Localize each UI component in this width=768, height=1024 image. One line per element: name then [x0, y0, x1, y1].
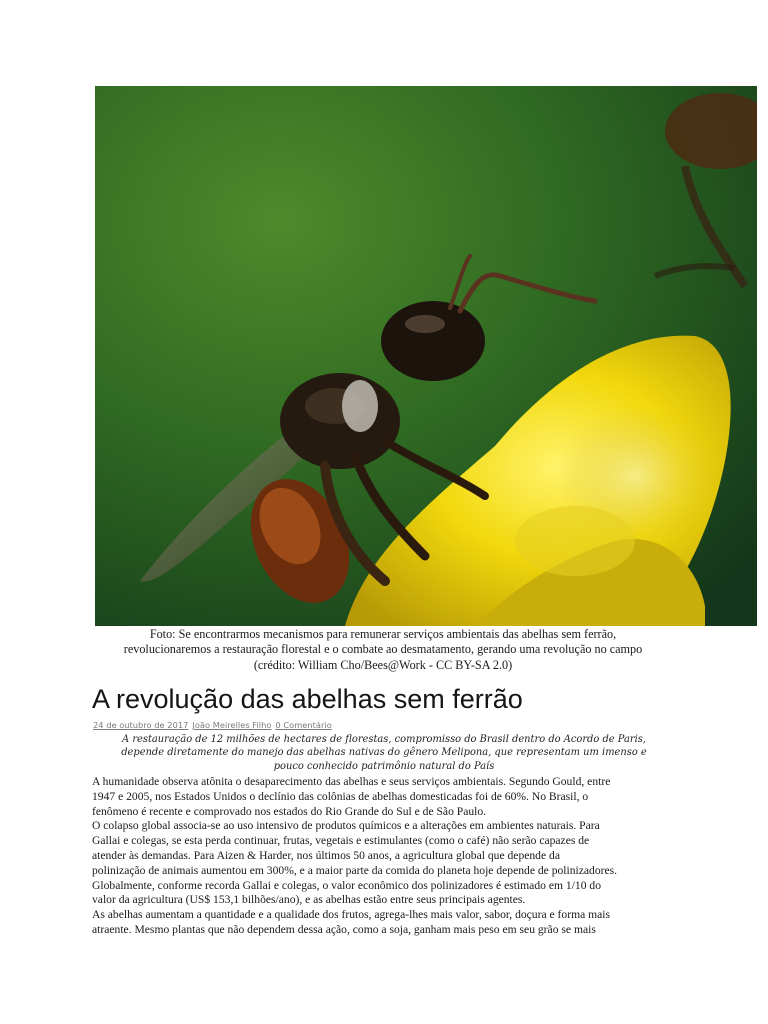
- caption-line: revolucionaremos a restauração florestal e o combate ao desmatamento, gerando uma revolução no campo: [123, 642, 643, 657]
- author-link[interactable]: João Meirelles Filho: [192, 720, 272, 730]
- lead-line: A restauração de 12 milhões de hectares de florestas, compromisso do Brasil dentro do Acordo de Paris,: [122, 734, 646, 745]
- article-body: [92, 775, 682, 938]
- article-date-link[interactable]: 24 de outubro de 2017: [93, 720, 189, 730]
- body-line: Gallai e colegas, se esta perda continuar, frutas, vegetais e estimulantes (como o café) não serão capazes de: [92, 834, 590, 848]
- body-line: valor da agricultura (US$ 153,1 bilhões/ano), e as abelhas estão entre seus principais agentes.: [92, 893, 526, 907]
- comments-link[interactable]: 0 Comentário: [275, 720, 332, 730]
- article-meta: [93, 720, 336, 731]
- body-line: atender às demandas. Para Aizen & Harder, nos últimos 50 anos, a agricultura global que depende da: [92, 848, 560, 862]
- article-title: A revolução das abelhas sem ferrão: [92, 684, 523, 714]
- article-lead: [98, 733, 670, 773]
- body-line: polinização de animais aumentou em 300%, e a maior parte da comida do planeta hoje depende de polinizadores.: [92, 863, 618, 877]
- article-photo: [95, 86, 757, 626]
- lead-line: depende diretamente do manejo das abelhas nativas do gênero Melipona, que representam um imenso e: [121, 747, 647, 759]
- caption-line: (crédito: William Cho/Bees@Work - CC BY-SA 2.0): [253, 657, 513, 672]
- body-line: As abelhas aumentam a quantidade e a qualidade dos frutos, agrega-lhes mais valor, sabor, doçura e forma mais: [92, 908, 611, 922]
- bee-on-flower-image: [95, 86, 757, 626]
- caption-line: Foto: Se encontrarmos mecanismos para remunerar serviços ambientais das abelhas sem ferrão,: [149, 627, 617, 641]
- body-line: O colapso global associa-se ao uso intensivo de produtos químicos e a alterações em ambientes naturais. Para: [92, 819, 600, 833]
- lead-line: pouco conhecido patrimônio natural do País: [273, 760, 495, 772]
- body-line: Globalmente, conforme recorda Gallai e colegas, o valor econômico dos polinizadores é estimado em 1/10 do: [92, 878, 601, 892]
- body-line: 1947 e 2005, nos Estados Unidos o declínio das colônias de abelhas domesticadas foi de 60%. No Brasil, o: [92, 789, 589, 803]
- photo-caption: [88, 627, 678, 673]
- body-line: fenômeno é recente e comprovado nos estados do Rio Grande do Sul e de São Paulo.: [92, 804, 487, 818]
- body-line: atraente. Mesmo plantas que não dependem dessa ação, como a soja, ganham mais peso em seu grão se mais: [92, 922, 596, 936]
- body-line: A humanidade observa atônita o desaparecimento das abelhas e seus serviços ambientais. Segundo Gould, entre: [92, 775, 611, 788]
